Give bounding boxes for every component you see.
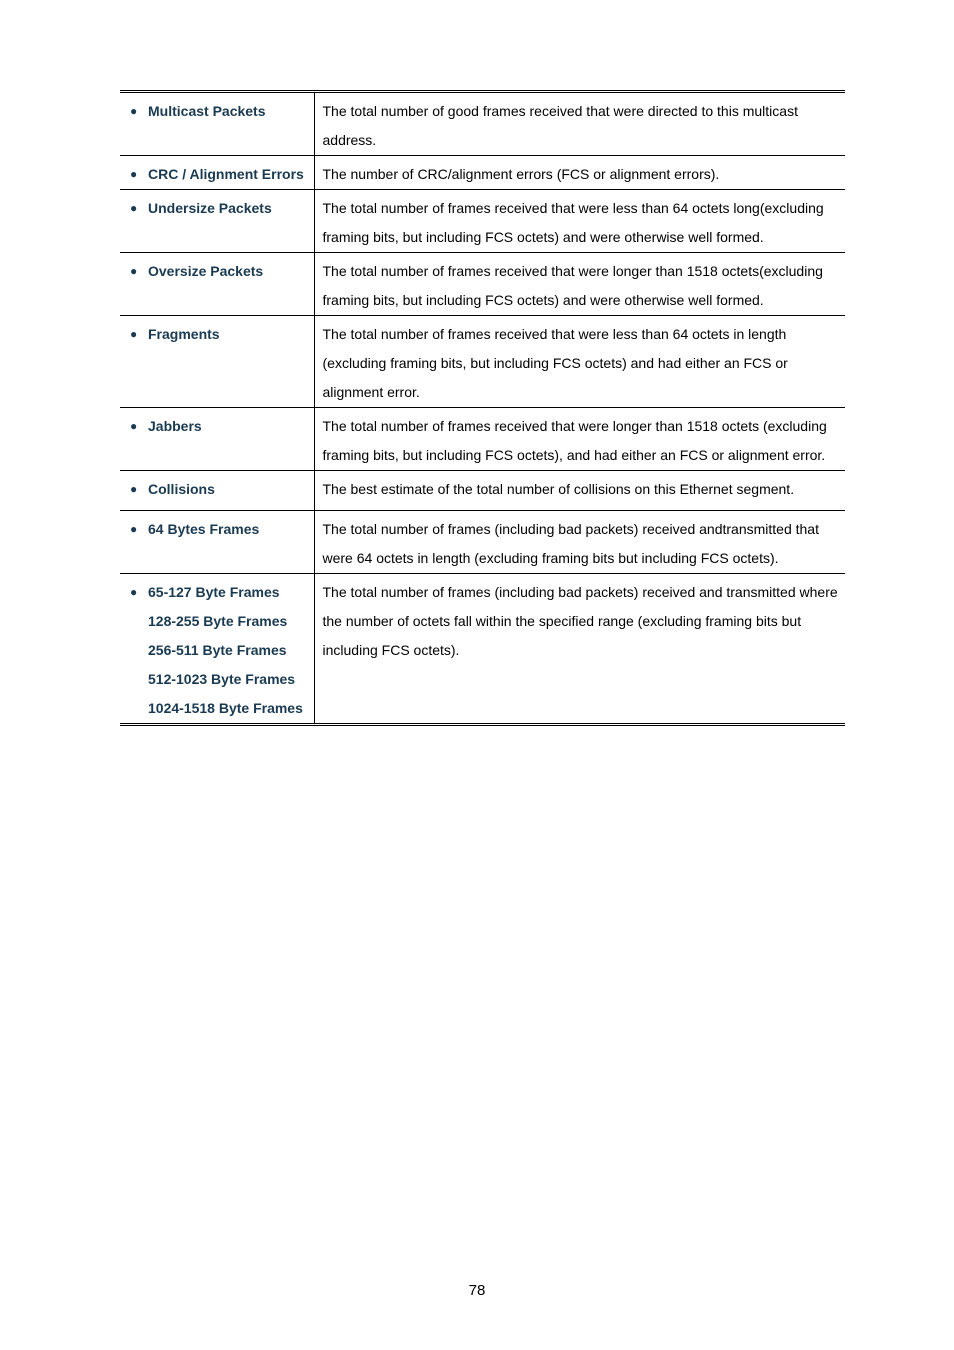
term-label [148,194,306,223]
term-line: Collisions [148,481,215,497]
description-cell: The best estimate of the total number of collisions on this Ethernet segment. [314,471,845,511]
bullet-icon: ● [130,167,138,181]
table-row [120,471,845,511]
term-line: Undersize Packets [148,200,272,216]
table-row [120,190,845,253]
bullet-icon: ● [130,327,138,341]
term [128,97,306,126]
term [128,578,306,723]
term-cell [120,511,314,574]
term-label [148,320,306,349]
table-row [120,574,845,725]
bullet-icon: ● [130,522,138,536]
term-label [148,578,306,723]
description-cell: The number of CRC/alignment errors (FCS or alignment errors). [314,156,845,190]
term-line: Multicast Packets [148,103,266,119]
page-number: 78 [468,1282,486,1299]
term-line: 65-127 Byte Frames [148,584,280,600]
description-cell: The total number of frames received that were less than 64 octets in length (excluding framing bits, but including FCS octets) and had either an FCS or alignment error. [314,316,845,408]
term-line: 512-1023 Byte Frames [148,671,296,687]
term-label [148,412,306,441]
term-label [148,160,306,189]
table-row [120,253,845,316]
table-row [120,408,845,471]
description-cell: The total number of frames received that were longer than 1518 octets (excluding framing bits, but including FCS octets), and had either an FCS or alignment error. [314,408,845,471]
term-cell [120,156,314,190]
counter-definitions-table [120,90,845,726]
term-label [148,97,306,126]
term [128,412,306,441]
bullet-icon: ● [130,419,138,433]
term-line: 128-255 Byte Frames [148,613,288,629]
bullet-icon: ● [130,482,138,496]
term [128,515,306,544]
description-cell: The total number of frames received that were less than 64 octets long(excluding framing bits, but including FCS octets) and were otherwise well formed. [314,190,845,253]
term-line: 1024-1518 Byte Frames [148,700,303,716]
description-cell: The total number of frames (including bad packets) received and transmitted where the number of octets fall within the specified range (excluding framing bits but including FCS octets). [314,574,845,725]
term-label [148,515,306,544]
table-row [120,92,845,156]
term [128,160,306,189]
term-cell [120,471,314,511]
description-cell: The total number of frames (including bad packets) received andtransmitted that were 64 octets in length (excluding framing bits but including FCS octets). [314,511,845,574]
term-line: Fragments [148,326,220,342]
term-cell [120,92,314,156]
term-cell [120,190,314,253]
term [128,475,306,504]
term [128,194,306,223]
term-line: Jabbers [148,418,202,434]
term-line: CRC / Alignment Errors [148,166,304,182]
term-line: 256-511 Byte Frames [148,642,287,658]
table-row [120,156,845,190]
bullet-icon: ● [130,201,138,215]
term-line: Oversize Packets [148,263,264,279]
bullet-icon: ● [130,264,138,278]
term-label [148,475,306,504]
term [128,257,306,286]
table-row [120,511,845,574]
bullet-icon: ● [130,585,138,599]
table-body [120,92,845,725]
bullet-icon: ● [130,104,138,118]
description-cell: The total number of frames received that were longer than 1518 octets(excluding framing bits, but including FCS octets) and were otherwise well formed. [314,253,845,316]
table-row [120,316,845,408]
term [128,320,306,349]
term-line: 64 Bytes Frames [148,521,260,537]
term-cell [120,253,314,316]
term-cell [120,316,314,408]
term-cell [120,574,314,725]
description-cell: The total number of good frames received that were directed to this multicast address. [322,103,798,148]
term-label [148,257,306,286]
term-cell [120,408,314,471]
